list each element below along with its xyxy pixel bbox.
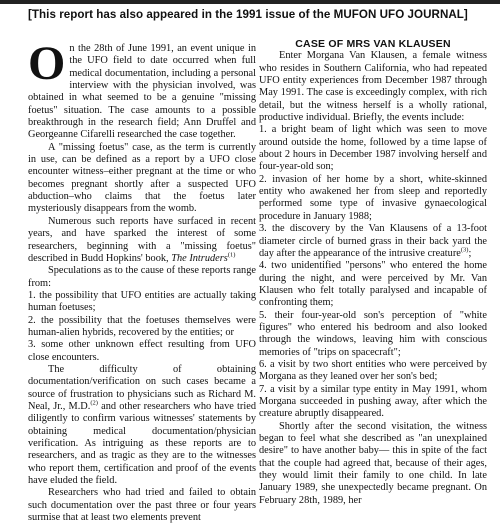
footnote-ref: (1) bbox=[227, 251, 236, 259]
list-item: 1. the possibility that UFO entities are actually taking human foetuses; bbox=[28, 289, 256, 314]
difficulty-paragraph: The difficulty of obtaining documentation/verification on such cases became a source of frustration to physicians such as Richard M. Neal, Jr., M.D.$^{(2)}$ and other researchers who have tried diligently to confirm various witnesses' statements by obtaining medical documentation/physician verification. As intriguing as these reports are to researchers, and as tragic as they are to the witnesses who report them, certification and proof of the events have eluded the field. bbox=[28, 363, 256, 487]
list-item: 3. some other unknown effect resulting from UFO close encounters. bbox=[28, 339, 256, 363]
list-item: 4. two unidentified "persons" who entered the home during the night, and were perceived by Mr. Van Klausen who felt totally paralysed and incapable of confronting them; bbox=[259, 260, 487, 309]
top-rule bbox=[0, 0, 500, 4]
intro-paragraph bbox=[28, 37, 256, 142]
book-title: The Intruders bbox=[171, 252, 228, 264]
list-item: 3. the discovery by the Van Klausens of a 13-foot diameter circle of burned grass in their back yard the day after the appearance of the intrusive creature$^{(3)}$; bbox=[259, 223, 487, 259]
list-item: 7. a visit by a similar type entity in May 1991, whom Morgana succeeded in pushing away, after which the creature abruptly disappeared. bbox=[259, 383, 487, 420]
case-intro-paragraph: Enter Morgana Van Klausen, a female witness who resides in Southern California, who had repeated UFO entity experiences from December 1987 through May 1991. The case is exceedingly complex, with rich detail, but the witness herself is a wholly rational, productive individual. Briefly, the events include: bbox=[259, 50, 487, 124]
speculations-paragraph: Speculations as to the cause of these reports range from: bbox=[28, 265, 256, 289]
list-item: 6. a visit by two short entities who were perceived by Morgana as they leaned over her son's bed; bbox=[259, 358, 487, 383]
events-list bbox=[259, 124, 487, 420]
researchers-paragraph: Researchers who had tried and failed to obtain such documentation over the past three or four years surmise that at least two elements prevent bbox=[28, 487, 256, 524]
footnote-ref: (3) bbox=[460, 246, 469, 254]
definition-paragraph: A "missing foetus" case, as the term is currently in use, can be defined as a report by a UFO close encounter witness–either pregnant at the time or who becomes pregnant shortly after a suspected UFO abduction–who claims that the foetus later mysteriously disappears from the womb. bbox=[28, 141, 256, 215]
reports-paragraph: Numerous such reports have surfaced in recent years, and have sparked the interest of some researchers, beginning with a "missing foetus" described in Budd Hopkins' book, The Intruders$^{(1)}$ bbox=[28, 215, 256, 264]
list-item: 1. a bright beam of light which was seen to move around outside the home, followed by a time lapse of about 2 hours in December 1987 involving herself and four-year-old son; bbox=[259, 124, 487, 173]
right-column bbox=[259, 38, 487, 507]
speculations-list bbox=[28, 290, 256, 364]
intro-text: n the 28th of June 1991, an event unique in the UFO field to date occurred when full medical documentation, including a personal interview with the physician involved, was obtained in what seemed to be a genuine "missing foetus" situation. The case amounts to a possible breakthrough in the research field; Ann Druffel and Georgeanne Cifarelli researched the case together. bbox=[28, 43, 256, 141]
footnote-ref: (2) bbox=[90, 399, 98, 407]
list-item: 5. their four-year-old son's perception of "white figures" who entered his bedroom and also looked through the windows, leaving him with conscious memories of "trips on spacecraft"; bbox=[259, 309, 487, 358]
list-item: 2. invasion of her home by a short, white-skinned entity who awakened her from sleep and reportedly performed some type of invasive gynaecological procedure in January 1988; bbox=[259, 173, 487, 222]
report-header: [This report has also appeared in the 1991 issue of the MUFON UFO JOURNAL] bbox=[28, 8, 468, 21]
pregnancy-paragraph: Shortly after the second visitation, the witness began to feel what she described as "an unexplained desire" to have another baby— this in spite of the fact that the couple had agreed that, because of their ages, they would limit their family to one child. In late January 1989, she unexpectedly became pregnant. On February 28th, 1989, her bbox=[259, 420, 487, 506]
drop-cap: O bbox=[28, 37, 66, 90]
left-column bbox=[28, 37, 256, 524]
case-title: CASE OF MRS VAN KLAUSEN bbox=[295, 38, 451, 50]
list-item: 2. the possibility that the foetuses themselves were human-alien hybrids, recovered by the entities; or bbox=[28, 314, 256, 338]
